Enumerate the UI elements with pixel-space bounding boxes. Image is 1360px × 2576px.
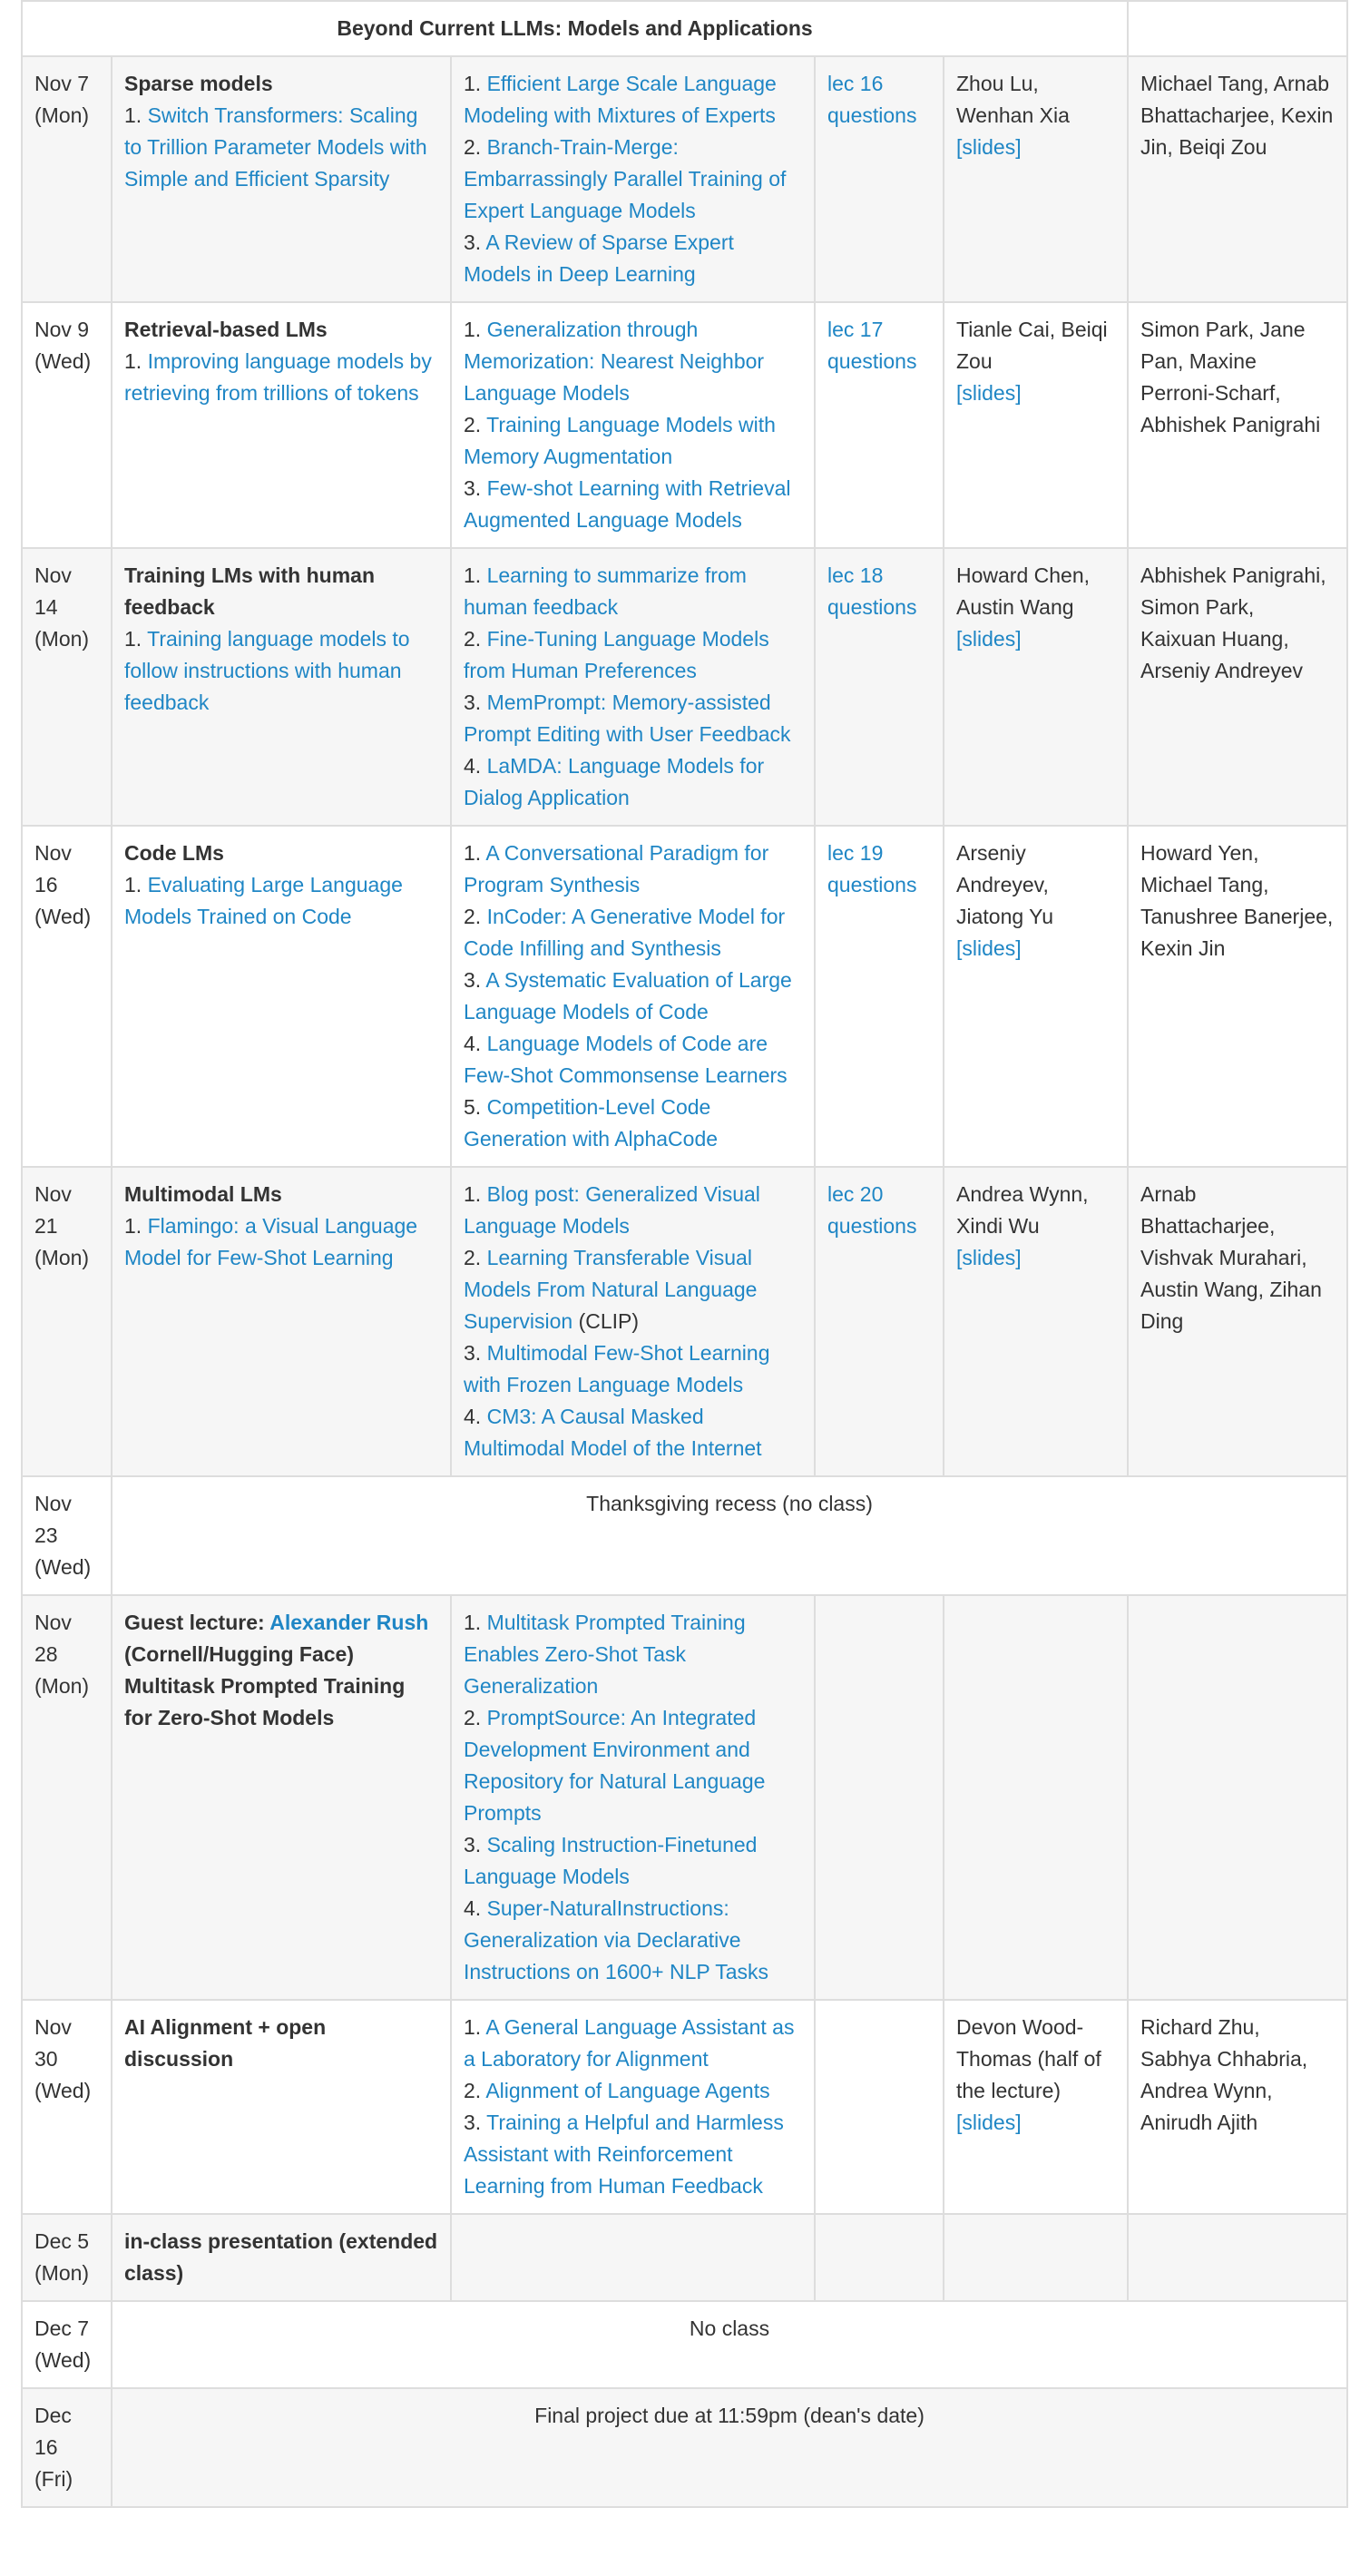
topic-title: Code LMs xyxy=(124,841,224,865)
paper-number: 1. xyxy=(464,563,487,587)
date-cell xyxy=(22,1595,112,2000)
paper-link[interactable]: Fine-Tuning Language Models from Human Preferences xyxy=(464,627,769,682)
topic-cell xyxy=(112,302,451,548)
presenters: Howard Chen, Austin Wang xyxy=(956,563,1091,619)
suggested-readings-cell xyxy=(451,2214,815,2301)
topic-cell xyxy=(112,56,451,302)
suggested-readings-cell xyxy=(451,1167,815,1476)
paper-number: 1. xyxy=(124,873,148,896)
guest-prefix: Guest lecture: xyxy=(124,1611,270,1634)
guest-heading xyxy=(124,1607,438,1639)
paper-number: 1. xyxy=(124,349,148,373)
presenters-cell xyxy=(944,302,1128,548)
paper-item xyxy=(464,1401,802,1464)
weekday: (Mon) xyxy=(34,103,90,127)
paper-number: 2. xyxy=(464,413,487,436)
paper-number: 4. xyxy=(464,1405,487,1428)
paper-link[interactable]: A Conversational Paradigm for Program Synthesis xyxy=(464,841,769,896)
paper-link[interactable]: Flamingo: a Visual Language Model for Few-Shot Learning xyxy=(124,1214,418,1269)
paper-number: 2. xyxy=(464,135,487,159)
paper-link[interactable]: CM3: A Causal Masked Multimodal Model of the Internet xyxy=(464,1405,762,1460)
date: Nov 16 xyxy=(34,841,72,896)
suggested-readings-cell xyxy=(451,302,815,548)
topic-title: Retrieval-based LMs xyxy=(124,318,328,341)
date: Dec 5 xyxy=(34,2229,90,2253)
guest-talk-title: Multitask Prompted Training for Zero-Shot Models xyxy=(124,1674,406,1729)
paper-item xyxy=(464,1092,802,1155)
feedback-cell xyxy=(1128,56,1347,302)
presenters-cell xyxy=(944,56,1128,302)
presenters: Zhou Lu, Wenhan Xia xyxy=(956,72,1070,127)
paper-link[interactable]: Improving language models by retrieving from trillions of tokens xyxy=(124,349,432,405)
paper-item xyxy=(464,901,802,965)
date-cell xyxy=(22,2000,112,2214)
paper-number: 1. xyxy=(464,1611,487,1634)
slides-link[interactable]: [slides] xyxy=(956,2111,1022,2134)
paper-link[interactable]: PromptSource: An Integrated Development Environment and Repository for Natural Language Prompts xyxy=(464,1706,766,1825)
paper-link[interactable]: Blog post: Generalized Visual Language Models xyxy=(464,1182,760,1238)
lecture-questions-cell xyxy=(815,56,944,302)
paper-item xyxy=(464,623,802,687)
topic-cell xyxy=(112,2000,451,2214)
required-reading xyxy=(124,623,438,719)
lecture-questions-link[interactable]: lec 16 questions xyxy=(827,72,917,127)
paper-number: 2. xyxy=(464,2079,486,2102)
date-cell xyxy=(22,2214,112,2301)
slides-link[interactable]: [slides] xyxy=(956,936,1022,960)
paper-link[interactable]: Super-NaturalInstructions: Generalization via Declarative Instructions on 1600+ NLP Tasks xyxy=(464,1896,769,1983)
paper-link[interactable]: Efficient Large Scale Language Modeling with Mixtures of Experts xyxy=(464,72,777,127)
paper-item xyxy=(464,750,802,814)
feedback-cell-text: Abhishek Panigrahi, Simon Park, Kaixuan Huang, Arseniy Andreyev xyxy=(1140,563,1326,682)
paper-number: 3. xyxy=(464,476,487,500)
paper-item xyxy=(464,1829,802,1893)
paper-number: 3. xyxy=(464,1341,487,1365)
weekday: (Mon) xyxy=(34,627,90,651)
paper-number: 2. xyxy=(464,1246,487,1269)
presenters-cell xyxy=(944,826,1128,1167)
section-title: Beyond Current LLMs: Models and Applications xyxy=(22,1,1128,56)
slides-link[interactable]: [slides] xyxy=(956,627,1022,651)
paper-number: 3. xyxy=(464,2111,487,2134)
presentation-row xyxy=(22,2214,1347,2301)
feedback-cell-text: Arnab Bhattacharjee, Vishvak Murahari, Austin Wang, Zihan Ding xyxy=(1140,1182,1322,1333)
feedback-cell xyxy=(1128,302,1347,548)
lecture-questions-link[interactable]: lec 18 questions xyxy=(827,563,917,619)
paper-number: 4. xyxy=(464,754,487,778)
paper-item xyxy=(464,965,802,1028)
weekday: (Wed) xyxy=(34,349,92,373)
paper-link[interactable]: Training a Helpful and Harmless Assistant with Reinforcement Learning from Human Feedback xyxy=(464,2111,784,2198)
paper-link[interactable]: Learning to summarize from human feedback xyxy=(464,563,747,619)
lecture-questions-link[interactable]: lec 20 questions xyxy=(827,1182,917,1238)
paper-number: 1. xyxy=(124,103,148,127)
date: Nov 30 xyxy=(34,2015,72,2071)
paper-link[interactable]: Generalization through Memorization: Nearest Neighbor Language Models xyxy=(464,318,765,405)
paper-link[interactable]: Branch-Train-Merge: Embarrassingly Parallel Training of Expert Language Models xyxy=(464,135,787,222)
date-cell xyxy=(22,2301,112,2388)
topic-cell xyxy=(112,826,451,1167)
paper-number: 2. xyxy=(464,627,487,651)
paper-item xyxy=(464,132,802,227)
paper-link[interactable]: InCoder: A Generative Model for Code Infilling and Synthesis xyxy=(464,905,786,960)
paper-link[interactable]: A Systematic Evaluation of Large Language Models of Code xyxy=(464,968,792,1024)
thanksgiving-note: Thanksgiving recess (no class) xyxy=(586,1492,873,1515)
paper-number: 1. xyxy=(124,627,148,651)
topic-title: Sparse models xyxy=(124,72,273,95)
presenters: Arseniy Andreyev, Jiatong Yu xyxy=(956,841,1054,928)
topic-title: Training LMs with human feedback xyxy=(124,563,375,619)
paper-item xyxy=(464,409,802,473)
date: Nov 21 xyxy=(34,1182,72,1238)
topic-title: AI Alignment + open discussion xyxy=(124,2015,327,2071)
paper-link[interactable]: Multimodal Few-Shot Learning with Frozen Language Models xyxy=(464,1341,770,1396)
feedback-cell-text: Michael Tang, Arnab Bhattacharjee, Kexin Jin, Beiqi Zou xyxy=(1140,72,1334,159)
suggested-readings-cell xyxy=(451,1595,815,2000)
note-cell xyxy=(112,1476,1347,1595)
paper-item xyxy=(464,473,802,536)
schedule-row xyxy=(22,548,1347,826)
feedback-cell xyxy=(1128,1167,1347,1476)
paper-link[interactable]: Competition-Level Code Generation with AlphaCode xyxy=(464,1095,719,1151)
paper-number: 3. xyxy=(464,691,487,714)
paper-number: 5. xyxy=(464,1095,487,1119)
paper-item xyxy=(464,1893,802,1988)
note-cell xyxy=(112,2388,1347,2507)
paper-item xyxy=(464,837,802,901)
paper-number: 1. xyxy=(464,72,487,95)
paper-number: 1. xyxy=(124,1214,148,1238)
paper-number: 1. xyxy=(464,841,486,865)
thanksgiving-row xyxy=(22,1476,1347,1595)
date: Nov 7 xyxy=(34,72,90,95)
lecture-questions-cell xyxy=(815,826,944,1167)
feedback-cell-text: Howard Yen, Michael Tang, Tanushree Banerjee, Kexin Jin xyxy=(1140,841,1334,960)
lecture-questions-cell xyxy=(815,302,944,548)
feedback-cell-text: Simon Park, Jane Pan, Maxine Perroni-Scharf, Abhishek Panigrahi xyxy=(1140,318,1321,436)
final-project-note: Final project due at 11:59pm (dean's date) xyxy=(534,2404,925,2427)
date: Nov 23 xyxy=(34,1492,72,1547)
weekday: (Wed) xyxy=(34,2348,92,2372)
paper-link[interactable]: Training Language Models with Memory Augmentation xyxy=(464,413,776,468)
date-cell xyxy=(22,2388,112,2507)
date: Dec 7 xyxy=(34,2316,90,2340)
paper-item xyxy=(464,227,802,290)
section-header-row xyxy=(22,1,1347,56)
paper-item xyxy=(464,1242,802,1337)
date-cell xyxy=(22,548,112,826)
alignment-row xyxy=(22,2000,1347,2214)
final-project-row xyxy=(22,2388,1347,2507)
lecture-questions-cell xyxy=(815,2214,944,2301)
suggested-readings-cell xyxy=(451,56,815,302)
paper-link[interactable]: Alignment of Language Agents xyxy=(485,2079,770,2102)
paper-number: 1. xyxy=(464,318,487,341)
paper-link[interactable]: Few-shot Learning with Retrieval Augmented Language Models xyxy=(464,476,791,532)
presenters: Andrea Wynn, Xindi Wu xyxy=(956,1182,1089,1238)
weekday: (Mon) xyxy=(34,1246,90,1269)
weekday: (Mon) xyxy=(34,1674,90,1698)
schedule-row xyxy=(22,826,1347,1167)
date-cell xyxy=(22,56,112,302)
feedback-cell xyxy=(1128,1595,1347,2000)
paper-item xyxy=(464,2075,802,2107)
date: Dec 16 xyxy=(34,2404,72,2459)
no-class-note: No class xyxy=(689,2316,770,2340)
guest-affiliation: (Cornell/Hugging Face) xyxy=(124,1642,354,1666)
paper-link[interactable]: Learning Transferable Visual Models From Natural Language Supervision xyxy=(464,1246,758,1333)
topic-cell xyxy=(112,1167,451,1476)
weekday: (Wed) xyxy=(34,905,92,928)
paper-link[interactable]: Language Models of Code are Few-Shot Commonsense Learners xyxy=(464,1032,788,1087)
schedule-row xyxy=(22,302,1347,548)
lecture-questions-link[interactable]: lec 19 questions xyxy=(827,841,917,896)
date: Nov 9 xyxy=(34,318,90,341)
presenters-cell xyxy=(944,1167,1128,1476)
paper-link[interactable]: Evaluating Large Language Models Trained on Code xyxy=(124,873,403,928)
slides-link[interactable]: [slides] xyxy=(956,381,1022,405)
paper-number: 3. xyxy=(464,968,486,992)
topic-cell xyxy=(112,548,451,826)
weekday: (Wed) xyxy=(34,2079,92,2102)
lecture-questions-link[interactable]: lec 17 questions xyxy=(827,318,917,373)
paper-link[interactable]: Training language models to follow instructions with human feedback xyxy=(124,627,410,714)
paper-link[interactable]: A Review of Sparse Expert Models in Deep Learning xyxy=(464,230,734,286)
topic-title: Multimodal LMs xyxy=(124,1182,282,1206)
paper-item xyxy=(464,1607,802,1702)
suggested-readings-cell xyxy=(451,2000,815,2214)
presenters: Devon Wood-Thomas (half of the lecture) xyxy=(956,2015,1101,2102)
paper-number: 1. xyxy=(464,1182,487,1206)
date-cell xyxy=(22,1167,112,1476)
weekday: (Fri) xyxy=(34,2467,73,2491)
schedule-row xyxy=(22,1167,1347,1476)
paper-link[interactable]: A General Language Assistant as a Laboratory for Alignment xyxy=(464,2015,795,2071)
paper-item xyxy=(464,1028,802,1092)
paper-link[interactable]: Scaling Instruction-Finetuned Language Models xyxy=(464,1833,758,1888)
paper-link[interactable]: Multitask Prompted Training Enables Zero-Shot Task Generalization xyxy=(464,1611,746,1698)
paper-number: 4. xyxy=(464,1032,487,1055)
presenters-cell xyxy=(944,548,1128,826)
guest-speaker-link[interactable]: Alexander Rush xyxy=(269,1611,429,1634)
presenters-cell xyxy=(944,1595,1128,2000)
paper-item xyxy=(464,1702,802,1829)
topic-cell xyxy=(112,1595,451,2000)
lecture-questions-cell xyxy=(815,1595,944,2000)
paper-link[interactable]: LaMDA: Language Models for Dialog Application xyxy=(464,754,765,809)
feedback-cell xyxy=(1128,2214,1347,2301)
required-reading xyxy=(124,869,438,933)
paper-item xyxy=(464,687,802,750)
schedule-table xyxy=(21,0,1348,2508)
required-reading xyxy=(124,1210,438,1274)
required-reading xyxy=(124,346,438,409)
paper-number: 2. xyxy=(464,905,487,928)
note-cell xyxy=(112,2301,1347,2388)
paper-link[interactable]: MemPrompt: Memory-assisted Prompt Editing with User Feedback xyxy=(464,691,791,746)
presenters-cell xyxy=(944,2214,1128,2301)
date: Nov 28 xyxy=(34,1611,72,1666)
paper-number: 3. xyxy=(464,230,486,254)
feedback-cell xyxy=(1128,826,1347,1167)
date-cell xyxy=(22,1476,112,1595)
paper-item xyxy=(464,314,802,409)
weekday: (Wed) xyxy=(34,1555,92,1579)
paper-note: (CLIP) xyxy=(572,1309,640,1333)
no-class-row xyxy=(22,2301,1347,2388)
feedback-cell xyxy=(1128,548,1347,826)
date: Nov 14 xyxy=(34,563,72,619)
paper-item xyxy=(464,1179,802,1242)
paper-number: 2. xyxy=(464,1706,487,1729)
paper-number: 4. xyxy=(464,1896,487,1920)
presenters-cell xyxy=(944,2000,1128,2214)
suggested-readings-cell xyxy=(451,826,815,1167)
suggested-readings-cell xyxy=(451,548,815,826)
required-reading xyxy=(124,100,438,195)
date-cell xyxy=(22,826,112,1167)
paper-link[interactable]: Switch Transformers: Scaling to Trillion Parameter Models with Simple and Efficient Sparsity xyxy=(124,103,427,191)
paper-item xyxy=(464,1337,802,1401)
presenters: Tianle Cai, Beiqi Zou xyxy=(956,318,1108,373)
paper-item xyxy=(464,560,802,623)
schedule-row xyxy=(22,56,1347,302)
section-header-empty-cell xyxy=(1128,1,1347,56)
guest-lecture-row xyxy=(22,1595,1347,2000)
topic-title: in-class presentation (extended class) xyxy=(124,2229,438,2285)
topic-cell xyxy=(112,2214,451,2301)
paper-item xyxy=(464,2012,802,2075)
lecture-questions-cell xyxy=(815,1167,944,1476)
lecture-questions-cell xyxy=(815,2000,944,2214)
feedback-cell xyxy=(1128,2000,1347,2214)
lecture-questions-cell xyxy=(815,548,944,826)
paper-item xyxy=(464,2107,802,2202)
slides-link[interactable]: [slides] xyxy=(956,135,1022,159)
paper-number: 3. xyxy=(464,1833,487,1856)
feedback-cell-text: Richard Zhu, Sabhya Chhabria, Andrea Wynn, Anirudh Ajith xyxy=(1140,2015,1308,2134)
paper-number: 1. xyxy=(464,2015,486,2039)
paper-item xyxy=(464,68,802,132)
date-cell xyxy=(22,302,112,548)
weekday: (Mon) xyxy=(34,2261,90,2285)
slides-link[interactable]: [slides] xyxy=(956,1246,1022,1269)
